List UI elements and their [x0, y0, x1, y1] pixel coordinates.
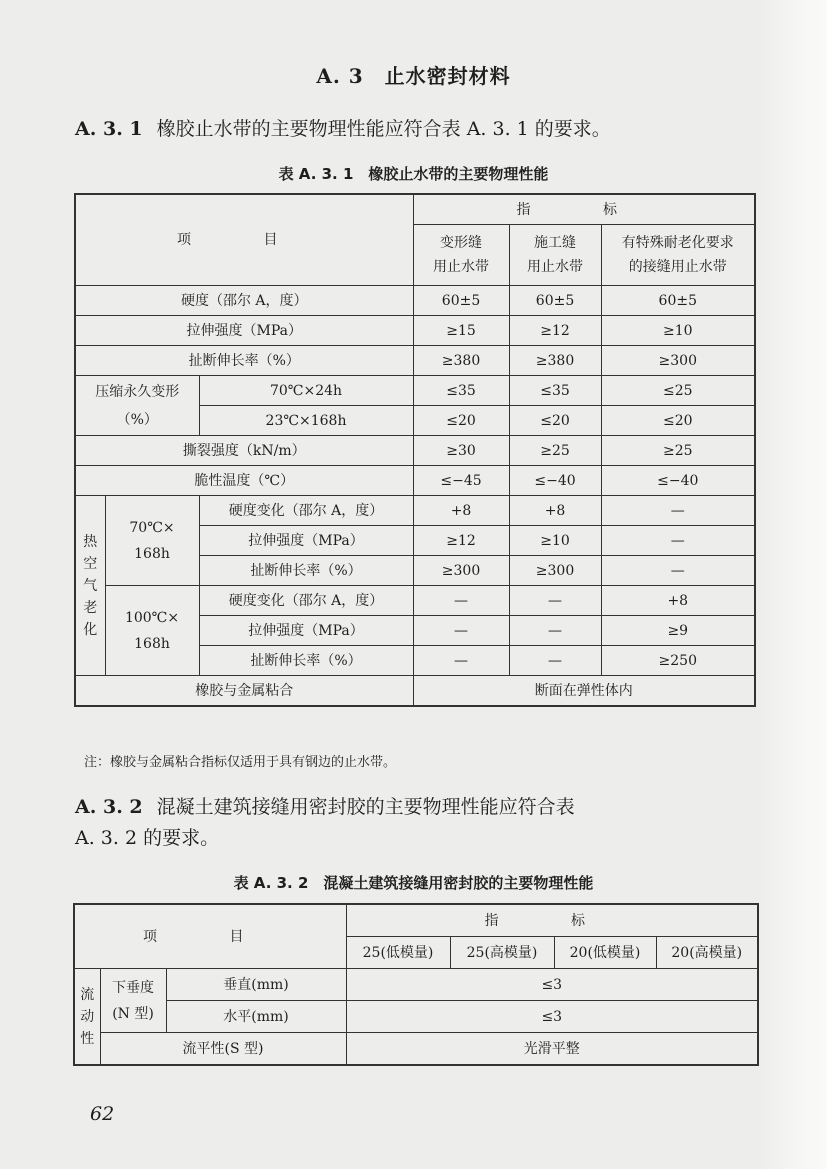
table-row: 扯断伸长率（%） — — ≥250 [75, 646, 755, 676]
table-row: 硬度（邵尔 A，度） 60±5 60±5 60±5 [75, 286, 755, 316]
table-a32-caption: 表 A. 3. 2 混凝土建筑接缝用密封胶的主要物理性能 [233, 874, 594, 892]
paragraph-a32-line2: A. 3. 2 的要求。 [75, 827, 220, 849]
header-col1: 25(低模量) [346, 937, 450, 969]
header-col2: 施工缝 用止水带 [509, 225, 601, 286]
paragraph-a32 [75, 792, 575, 819]
section-title: A. 3 止水密封材料 [316, 64, 511, 88]
table-row: 23℃×168h ≤20 ≤20 ≤20 [75, 406, 755, 436]
table-row: 脆性温度（℃） ≤−45 ≤−40 ≤−40 [75, 466, 755, 496]
table-row: 水平(mm) ≤3 [74, 1001, 758, 1033]
table-a31 [74, 193, 756, 707]
table-row: 扯断伸长率（%） ≥300 ≥300 — [75, 556, 755, 586]
table-row: 压缩永久变形 （%） 70℃×24h ≤35 ≤35 ≤25 [75, 376, 755, 406]
header-col2: 25(高模量) [450, 937, 554, 969]
table-row: 流平性(S 型) 光滑平整 [74, 1033, 758, 1066]
header-item: 项 目 [75, 194, 413, 286]
clause-text: 混凝土建筑接缝用密封胶的主要物理性能应符合表 [156, 796, 575, 818]
clause-number: A. 3. 1 [75, 118, 143, 140]
header-col1: 变形缝 用止水带 [413, 225, 509, 286]
table-a31-caption: 表 A. 3. 1 橡胶止水带的主要物理性能 [278, 165, 549, 183]
table-row: 拉伸强度（MPa） ≥12 ≥10 — [75, 526, 755, 556]
table-row: 流动性 下垂度 (N 型) 垂直(mm) ≤3 [74, 969, 758, 1001]
table-a32 [73, 903, 759, 1066]
table-row: 100℃× 168h 硬度变化（邵尔 A，度） — — +8 [75, 586, 755, 616]
aging-cond-70: 70℃× 168h [105, 496, 199, 586]
page-number: 62 [90, 1103, 115, 1125]
table-row: 撕裂强度（kN/m） ≥30 ≥25 ≥25 [75, 436, 755, 466]
aging-cond-100: 100℃× 168h [105, 586, 199, 676]
header-col3: 20(低模量) [554, 937, 656, 969]
clause-text: 橡胶止水带的主要物理性能应符合表 A. 3. 1 的要求。 [156, 118, 611, 140]
table-row: 扯断伸长率（%） ≥380 ≥380 ≥300 [75, 346, 755, 376]
header-col4: 20(高模量) [656, 937, 758, 969]
header-index: 指 标 [346, 904, 758, 937]
paragraph-a31 [75, 114, 611, 141]
flow-label: 流动性 [74, 969, 100, 1066]
header-index: 指 标 [413, 194, 755, 225]
header-col3: 有特殊耐老化要求 的接缝用止水带 [601, 225, 755, 286]
table-note: 注：橡胶与金属粘合指标仅适用于具有钢边的止水带。 [84, 755, 397, 770]
header-item: 项 目 [74, 904, 346, 969]
table-row: 拉伸强度（MPa） ≥15 ≥12 ≥10 [75, 316, 755, 346]
compress-label: 压缩永久变形 （%） [75, 376, 199, 436]
table-row: 拉伸强度（MPa） — — ≥9 [75, 616, 755, 646]
clause-number: A. 3. 2 [75, 796, 143, 818]
sag-label: 下垂度 (N 型) [100, 969, 166, 1033]
table-row: 橡胶与金属粘合 断面在弹性体内 [75, 676, 755, 707]
aging-label: 热空气老化 [75, 496, 105, 676]
table-row: 热空气老化 70℃× 168h 硬度变化（邵尔 A，度） +8 +8 — [75, 496, 755, 526]
